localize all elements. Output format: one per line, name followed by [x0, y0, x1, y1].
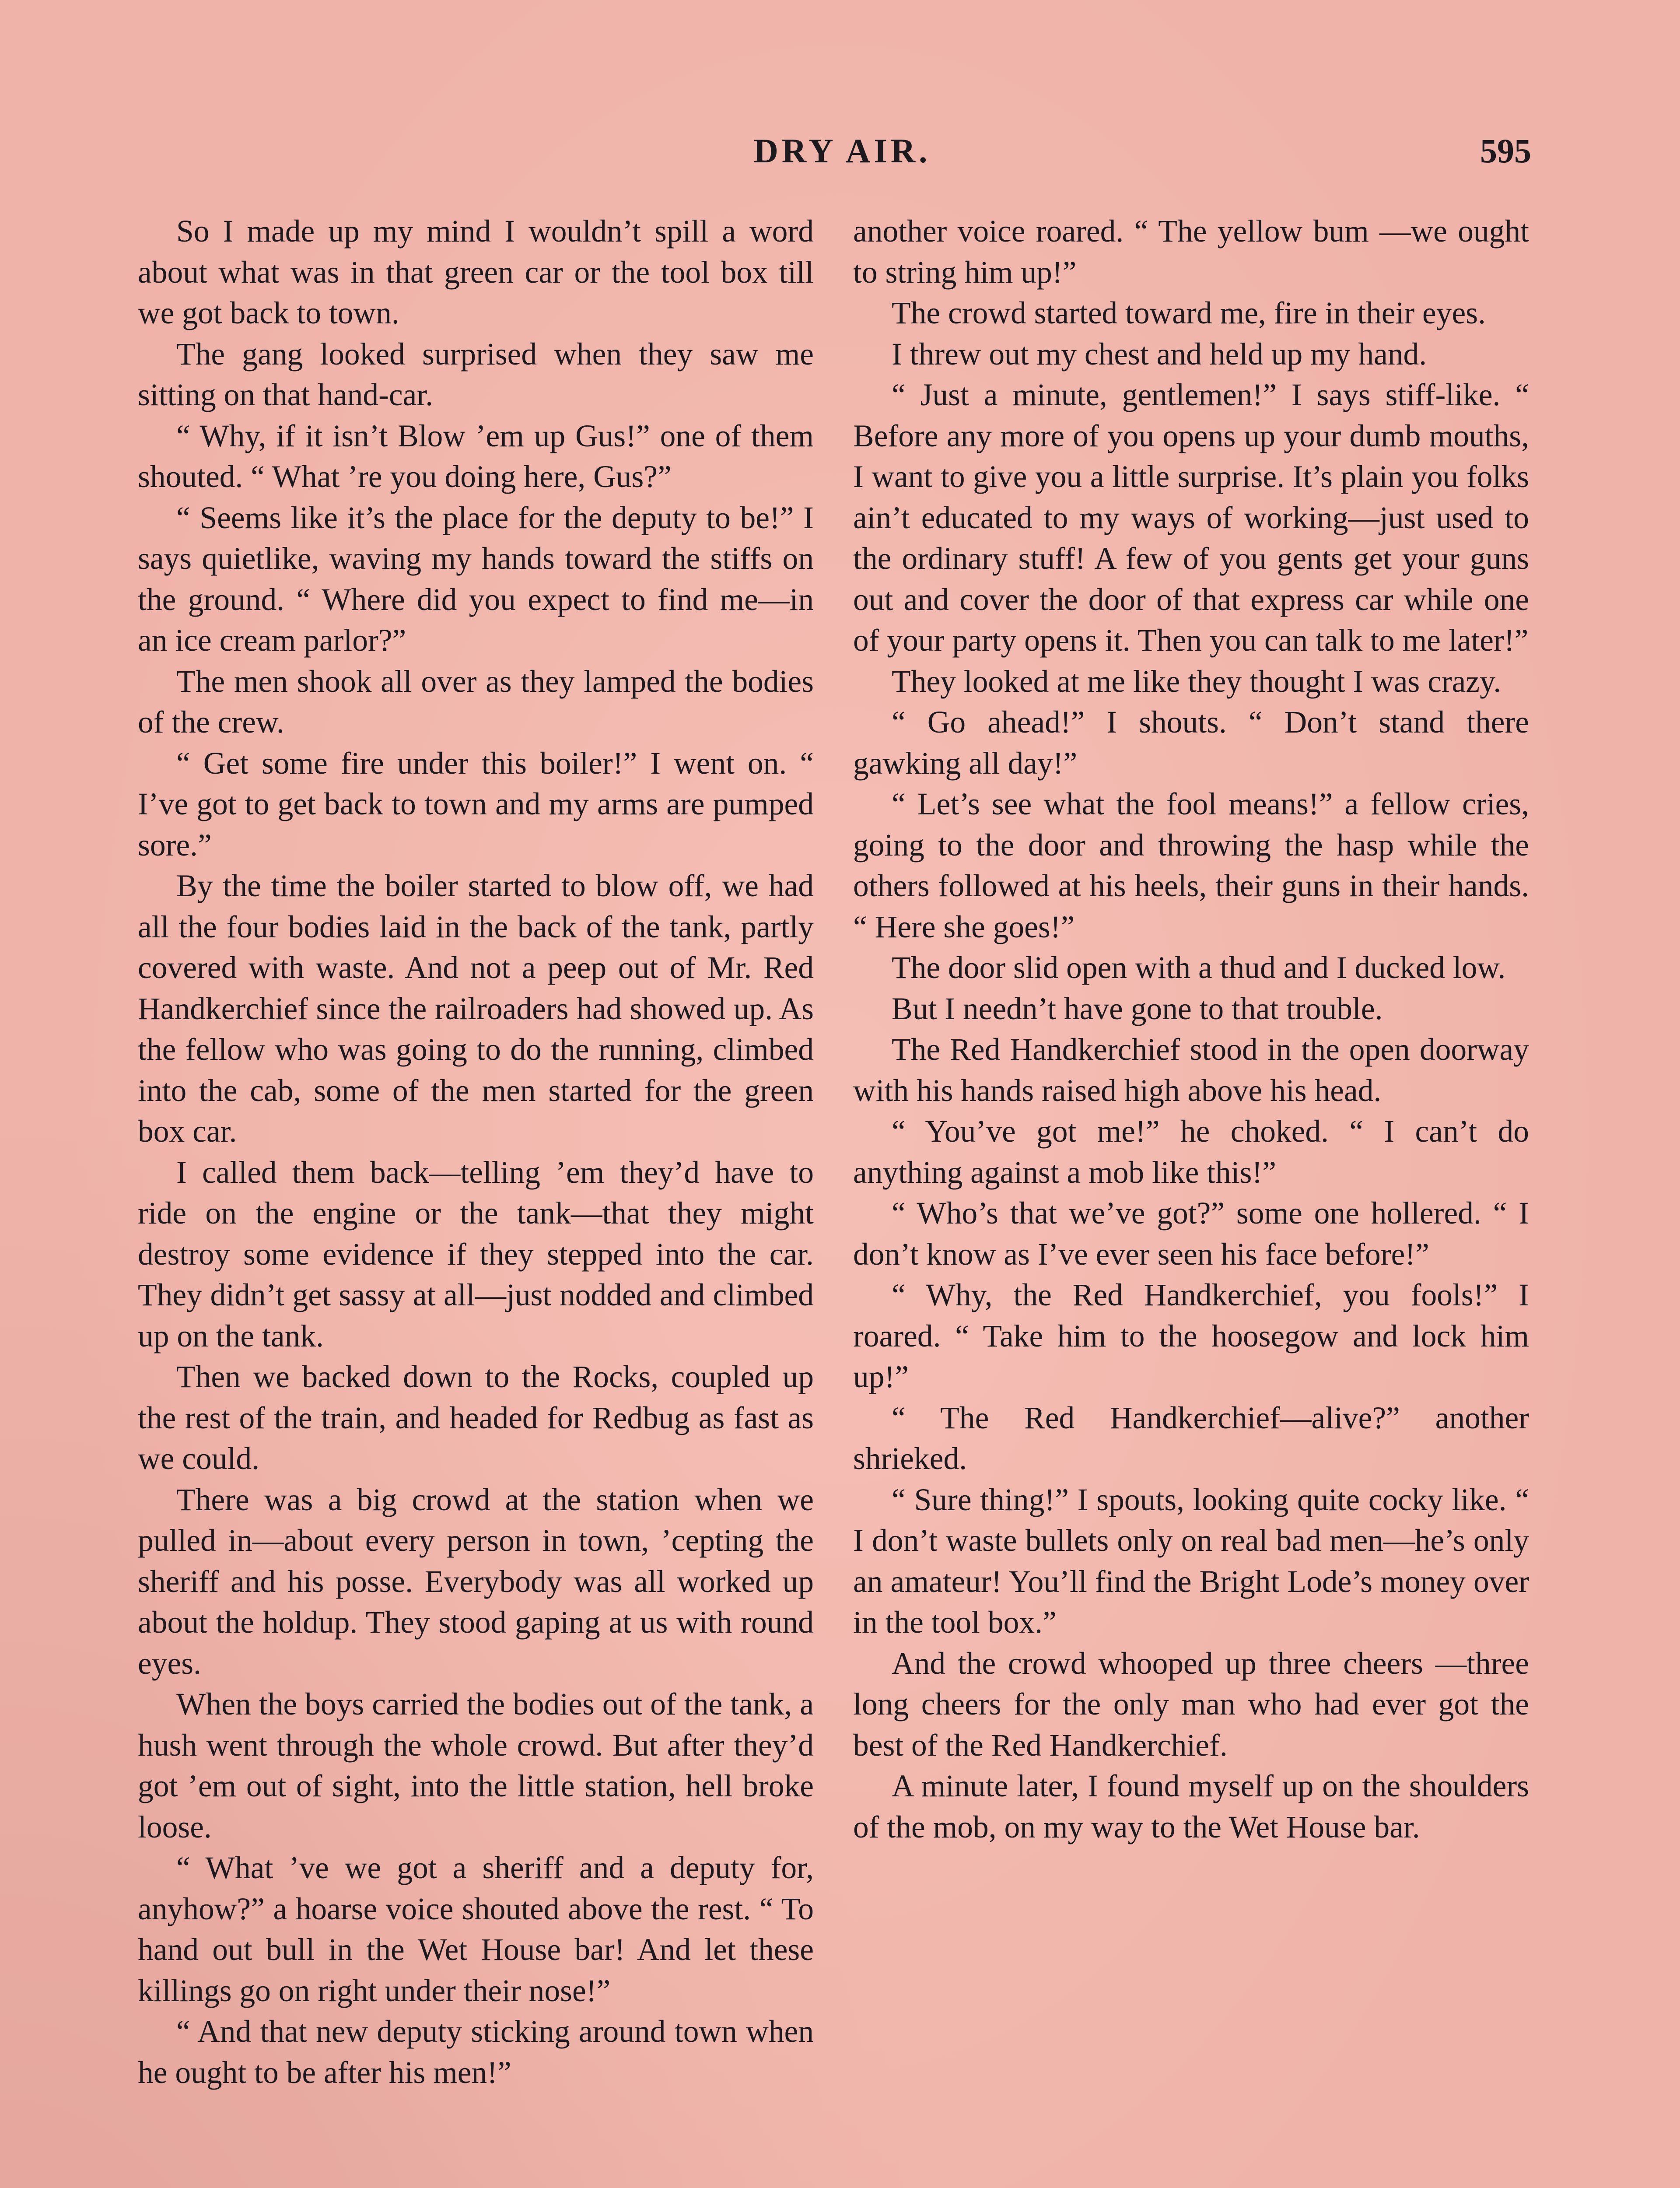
paragraph: The door slid open with a thud and I ducked low.	[892, 950, 1506, 985]
paragraph: I threw out my chest and held up my hand.	[892, 337, 1427, 372]
paragraph: another voice roared. “ The yellow bum —we ought to string him up!”	[853, 214, 1529, 290]
paragraph: “ You’ve got me!” he choked. “ I can’t do anything against a mob like this!”	[853, 1114, 1529, 1190]
paragraph: “ Who’s that we’ve got?” some one hollered. “ I don’t know as I’ve ever seen his face before!”	[853, 1196, 1529, 1272]
paragraph: A minute later, I found myself up on the shoulders of the mob, on my way to the Wet House bar.	[853, 1769, 1529, 1844]
left-text-column	[138, 211, 814, 2093]
paragraph: But I needn’t have gone to that trouble.	[892, 991, 1383, 1026]
paragraph: So I made up my mind I wouldn’t spill a word about what was in that green car or the tool box till we got back to town.	[138, 214, 814, 330]
right-text-column	[853, 211, 1529, 1848]
paragraph: They looked at me like they thought I was crazy.	[892, 664, 1502, 699]
paragraph: The gang looked surprised when they saw me sitting on that hand-car.	[138, 337, 814, 412]
paragraph: “ Why, the Red Handkerchief, you fools!” I roared. “ Take him to the hoosegow and lock him up!”	[853, 1278, 1529, 1394]
running-title: DRY AIR.	[753, 132, 931, 170]
paragraph: And the crowd whooped up three cheers —three long cheers for the only man who had ever got the best of the Red Handkerchief.	[853, 1646, 1529, 1763]
paragraph: “ And that new deputy sticking around town when he ought to be after his men!”	[138, 2014, 814, 2090]
paragraph: There was a big crowd at the station when we pulled in—about every person in town, ’cepting the sheriff and his posse. Everybody was all worked up about the holdup. They stood gaping at us with round eyes.	[138, 1482, 814, 1681]
paragraph: The crowd started toward me, fire in their eyes.	[892, 296, 1486, 330]
paragraph: I called them back—telling ’em they’d have to ride on the engine or the tank—that they might destroy some evidence if they stepped into the car. They didn’t get sassy at all—just nodded and climbed up on the tank.	[138, 1155, 814, 1353]
page-number: 595	[1480, 132, 1531, 170]
paragraph: “ Why, if it isn’t Blow ’em up Gus!” one of them shouted. “ What ’re you doing here, Gus?”	[138, 418, 814, 494]
paragraph: When the boys carried the bodies out of the tank, a hush went through the whole crowd. But after they’d got ’em out of sight, into the little station, hell broke loose.	[138, 1687, 814, 1844]
paragraph: “ Go ahead!” I shouts. “ Don’t stand there gawking all day!”	[853, 705, 1529, 781]
paragraph: “ Sure thing!” I spouts, looking quite cocky like. “ I don’t waste bullets only on real bad men—he’s only an amateur! You’ll find the Bright Lode’s money over in the tool box.”	[853, 1482, 1529, 1640]
paragraph: “ The Red Handkerchief—alive?” another shrieked.	[853, 1400, 1529, 1476]
paragraph: By the time the boiler started to blow off, we had all the four bodies laid in the back of the tank, partly covered with waste. And not a peep out of Mr. Red Handkerchief since the railroaders had showed up. As the fellow who was going to do the running, climbed into the cab, some of the men started for the green box car.	[138, 869, 814, 1149]
paragraph: The Red Handkerchief stood in the open doorway with his hands raised high above his head.	[853, 1032, 1529, 1108]
paragraph: “ Get some fire under this boiler!” I went on. “ I’ve got to get back to town and my arms are pumped sore.”	[138, 746, 814, 863]
paragraph: “ What ’ve we got a sheriff and a deputy for, anyhow?” a hoarse voice shouted above the rest. “ To hand out bull in the Wet House bar! And let these killings go on right under their nose!”	[138, 1851, 814, 2008]
paragraph: Then we backed down to the Rocks, coupled up the rest of the train, and headed for Redbug as fast as we could.	[138, 1360, 814, 1476]
paragraph: “ Just a minute, gentlemen!” I says stiff-like. “ Before any more of you opens up your dumb mouths, I want to give you a little surprise. It’s plain you folks ain’t educated to my ways of working—just used to the ordinary stuff! A few of you gents get your guns out and cover the door of that express car while one of your party opens it. Then you can talk to me later!”	[853, 378, 1529, 658]
paragraph: The men shook all over as they lamped the bodies of the crew.	[138, 664, 814, 740]
paragraph: “ Let’s see what the fool means!” a fellow cries, going to the door and throwing the hasp while the others followed at his heels, their guns in their hands. “ Here she goes!”	[853, 787, 1529, 944]
paragraph: “ Seems like it’s the place for the deputy to be!” I says quietlike, waving my hands toward the stiffs on the ground. “ Where did you expect to find me—in an ice cream parlor?”	[138, 500, 814, 658]
running-header	[0, 131, 1680, 184]
